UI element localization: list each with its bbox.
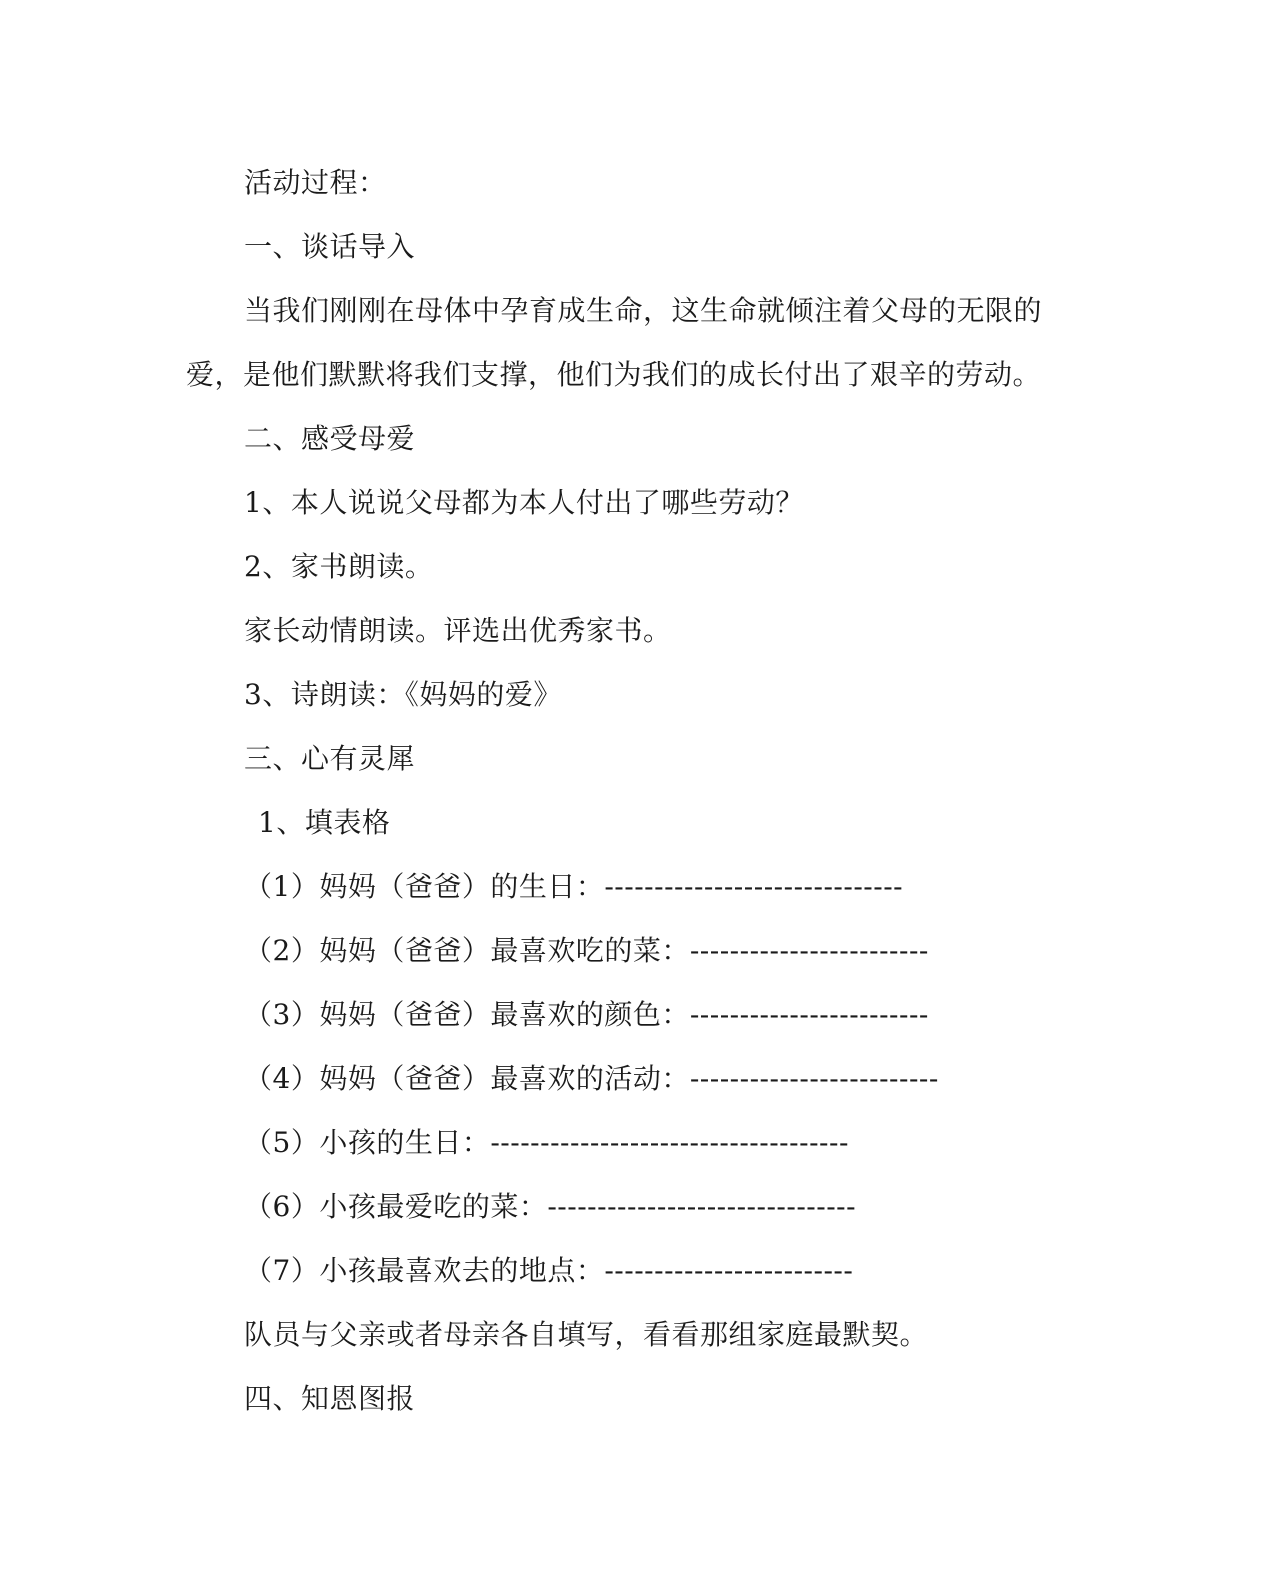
heading-gratitude: 四、知恩图报 [244,1382,416,1415]
paragraph-line: 爱，是他们默默将我们支撑，他们为我们的成长付出了艰辛的劳动。 [186,358,1042,391]
form-line: （5）小孩的生日：------------------------------------ [244,1126,849,1159]
form-line: （1）妈妈（爸爸）的生日：------------------------------ [244,870,904,903]
list-item: 2、家书朗读。 [244,550,434,583]
heading-tacit-understanding: 三、心有灵犀 [244,742,416,775]
heading-feel-mothers-love: 二、感受母爱 [244,422,416,455]
form-line: （4）妈妈（爸爸）最喜欢的活动：------------------------- [244,1062,939,1095]
list-item: 1、填表格 [258,806,391,839]
form-line: （6）小孩最爱吃的菜：------------------------------- [244,1190,857,1223]
paragraph-line: 当我们刚刚在母体中孕育成生命，这生命就倾注着父母的无限的 [244,294,1043,327]
paragraph-line: 家长动情朗读。评选出优秀家书。 [244,614,672,647]
section-label-activity-process: 活动过程： [244,166,387,199]
form-line: （3）妈妈（爸爸）最喜欢的颜色：------------------------ [244,998,929,1031]
list-item: 3、诗朗读：《妈妈的爱》 [244,678,562,711]
heading-intro: 一、谈话导入 [244,230,416,263]
form-line: （7）小孩最喜欢去的地点：------------------------- [244,1254,854,1287]
paragraph-line: 队员与父亲或者母亲各自填写，看看那组家庭最默契。 [244,1318,929,1351]
form-line: （2）妈妈（爸爸）最喜欢吃的菜：------------------------ [244,934,929,967]
list-item: 1、本人说说父母都为本人付出了哪些劳动？ [244,486,804,519]
